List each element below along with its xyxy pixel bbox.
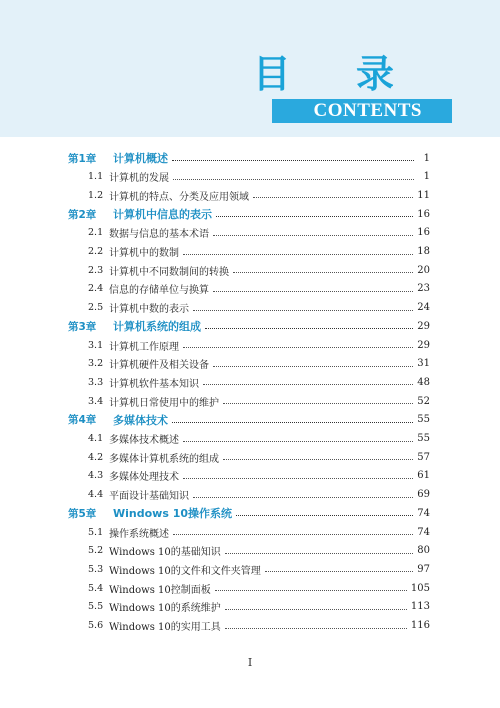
toc-entry-page: 69 — [417, 489, 430, 501]
toc-entry-page: 29 — [417, 320, 430, 332]
toc-entry-title: 计算机的发展 — [109, 173, 169, 185]
toc-section-row[interactable] — [88, 354, 430, 374]
toc-entry-number: 4.2 — [88, 451, 104, 463]
toc-section-row[interactable] — [88, 559, 430, 579]
toc-entry-title: Windows 10的系统维护 — [109, 603, 221, 615]
toc-entry-page: 31 — [417, 358, 430, 370]
toc-entry-number: 3.2 — [88, 358, 104, 370]
toc-chapter-row[interactable] — [68, 148, 430, 168]
toc-entry-number: 2.3 — [88, 264, 104, 276]
toc-entry-number: 第5章 — [68, 507, 97, 520]
dot-leader — [213, 365, 413, 367]
toc-entry-title: 计算机系统的组成 — [113, 320, 201, 334]
page-number: I — [247, 656, 253, 669]
toc-entry-page: 24 — [417, 302, 430, 314]
toc-entry-number: 2.1 — [88, 227, 104, 239]
toc-section-row[interactable] — [88, 242, 430, 262]
dot-leader — [183, 253, 413, 255]
dot-leader — [173, 533, 413, 535]
toc-entry-title: 操作系统概述 — [109, 528, 169, 540]
dot-leader — [253, 196, 413, 198]
dot-leader — [205, 327, 413, 329]
toc-entry-page: 48 — [417, 376, 430, 388]
dot-leader — [215, 589, 407, 591]
toc-entry-page: 23 — [417, 283, 430, 295]
toc-entry-number: 第2章 — [68, 208, 97, 221]
dot-leader — [193, 496, 413, 498]
toc-section-row[interactable] — [88, 578, 430, 598]
toc-chapter-row[interactable] — [68, 316, 430, 336]
dot-leader — [183, 440, 413, 442]
dot-leader — [183, 346, 413, 348]
toc-entry-page: 52 — [417, 395, 430, 407]
toc-entry-page: 80 — [417, 545, 430, 557]
toc-entry-page: 16 — [417, 227, 430, 239]
dot-leader — [233, 271, 413, 273]
dot-leader — [225, 608, 407, 610]
toc-entry-title: 信息的存储单位与换算 — [109, 285, 209, 297]
toc-section-row[interactable] — [88, 279, 430, 299]
toc-entry-number: 3.1 — [88, 339, 104, 351]
toc-section-row[interactable] — [88, 429, 430, 449]
toc-entry-number: 第1章 — [68, 152, 97, 165]
toc-entry-page: 57 — [417, 451, 430, 463]
toc-entry-title: Windows 10的文件和文件夹管理 — [109, 565, 261, 577]
dot-leader — [193, 309, 413, 311]
toc-entry-number: 4.3 — [88, 470, 104, 482]
toc-section-row[interactable] — [88, 616, 430, 636]
toc-entry-number: 第4章 — [68, 414, 97, 427]
toc-entry-title: 计算机中的数制 — [109, 248, 179, 259]
contents-banner — [272, 99, 452, 123]
toc-section-row[interactable] — [88, 298, 430, 318]
toc-entry-page: 116 — [410, 620, 430, 631]
toc-entry-title: Windows 10控制面板 — [109, 584, 211, 596]
toc-entry-number: 5.4 — [88, 582, 104, 594]
dot-leader — [173, 178, 414, 180]
toc-entry-title: 计算机中数的表示 — [109, 304, 189, 316]
toc-entry-page: 74 — [417, 507, 430, 519]
toc-entry-title: 多媒体技术概述 — [109, 435, 179, 446]
toc-section-row[interactable] — [88, 185, 430, 205]
toc-entry-title: 多媒体技术 — [113, 413, 168, 427]
toc-entry-page: 113 — [410, 601, 430, 613]
contents-label: CONTENTS — [313, 100, 422, 121]
toc-section-row[interactable] — [88, 485, 430, 505]
toc-section-row[interactable] — [88, 167, 430, 187]
dot-leader — [265, 570, 414, 572]
toc-section-row[interactable] — [88, 597, 430, 617]
toc-entry-page: 1 — [423, 152, 430, 164]
toc-entry-number: 5.1 — [88, 526, 104, 538]
toc-entry-title: 计算机软件基本知识 — [109, 378, 199, 390]
toc-section-row[interactable] — [88, 447, 430, 467]
toc-entry-title: 计算机中不同数制间的转换 — [109, 266, 229, 278]
dot-leader — [183, 477, 413, 479]
dot-leader — [213, 234, 413, 236]
toc-entry-page: 29 — [417, 339, 430, 351]
toc-entry-page: 55 — [417, 414, 430, 426]
dot-leader — [172, 421, 413, 423]
toc-section-row[interactable] — [88, 223, 430, 243]
dot-leader — [223, 458, 413, 460]
toc-entry-number: 2.5 — [88, 302, 104, 314]
dot-leader — [172, 159, 414, 161]
toc-section-row[interactable] — [88, 391, 430, 411]
toc-entry-title: 计算机硬件及相关设备 — [109, 360, 209, 372]
toc-entry-number: 4.1 — [88, 433, 104, 444]
dot-leader — [213, 290, 413, 292]
page-title: 目 录 — [252, 52, 420, 96]
toc-entry-title: 计算机中信息的表示 — [113, 208, 212, 222]
dot-leader — [225, 552, 414, 554]
toc-section-row[interactable] — [88, 372, 430, 392]
toc-entry-page: 16 — [417, 208, 430, 220]
toc-entry-title: Windows 10的实用工具 — [109, 622, 221, 633]
toc-entry-page: 20 — [417, 264, 430, 276]
toc-entry-number: 2.4 — [88, 283, 104, 295]
toc-entry-title: 平面设计基础知识 — [109, 491, 189, 503]
toc-entry-title: 计算机的特点、分类及应用领域 — [109, 191, 249, 203]
dot-leader — [236, 514, 413, 516]
dot-leader — [223, 402, 413, 404]
toc-entry-page: 55 — [417, 433, 430, 444]
toc-entry-page: 74 — [417, 526, 430, 538]
toc-entry-page: 18 — [417, 246, 430, 257]
dot-leader — [225, 627, 407, 629]
toc-section-row[interactable] — [88, 541, 430, 561]
toc-entry-title: Windows 10操作系统 — [113, 507, 233, 521]
toc-entry-title: 计算机概述 — [113, 152, 168, 165]
toc-entry-page: 61 — [417, 470, 430, 482]
toc-entry-page: 1 — [423, 171, 430, 183]
toc-entry-number: 5.2 — [88, 545, 104, 557]
toc-entry-number: 2.2 — [88, 246, 104, 257]
toc-chapter-row[interactable] — [68, 204, 430, 224]
toc-entry-number: 4.4 — [88, 489, 104, 501]
toc-entry-number: 3.4 — [88, 395, 104, 407]
toc-section-row[interactable] — [88, 335, 430, 355]
toc-entry-page: 105 — [410, 582, 430, 594]
toc-entry-page: 97 — [417, 563, 430, 575]
toc-entry-number: 1.2 — [88, 189, 104, 201]
header-band — [0, 0, 500, 137]
toc-entry-page: 11 — [417, 189, 430, 201]
toc-section-row[interactable] — [88, 522, 430, 542]
toc-chapter-row[interactable] — [68, 410, 430, 430]
toc-entry-number: 5.3 — [88, 563, 104, 575]
toc-entry-title: 数据与信息的基本术语 — [109, 229, 209, 241]
toc-entry-number: 5.5 — [88, 601, 104, 613]
toc-entry-title: 多媒体处理技术 — [109, 472, 179, 484]
toc-chapter-row[interactable] — [68, 503, 430, 523]
dot-leader — [216, 215, 413, 217]
toc-entry-number: 1.1 — [88, 171, 104, 183]
toc-section-row[interactable] — [88, 260, 430, 280]
toc-entry-number: 3.3 — [88, 376, 104, 388]
toc-entry-number: 第3章 — [68, 320, 97, 333]
toc-section-row[interactable] — [88, 466, 430, 486]
toc-entry-title: 计算机工作原理 — [109, 341, 179, 353]
toc-entry-title: 计算机日常使用中的维护 — [109, 397, 219, 409]
dot-leader — [203, 383, 413, 385]
toc-entry-title: 多媒体计算机系统的组成 — [109, 453, 219, 465]
toc-entry-title: Windows 10的基础知识 — [109, 547, 221, 559]
toc-entry-number: 5.6 — [88, 620, 104, 631]
